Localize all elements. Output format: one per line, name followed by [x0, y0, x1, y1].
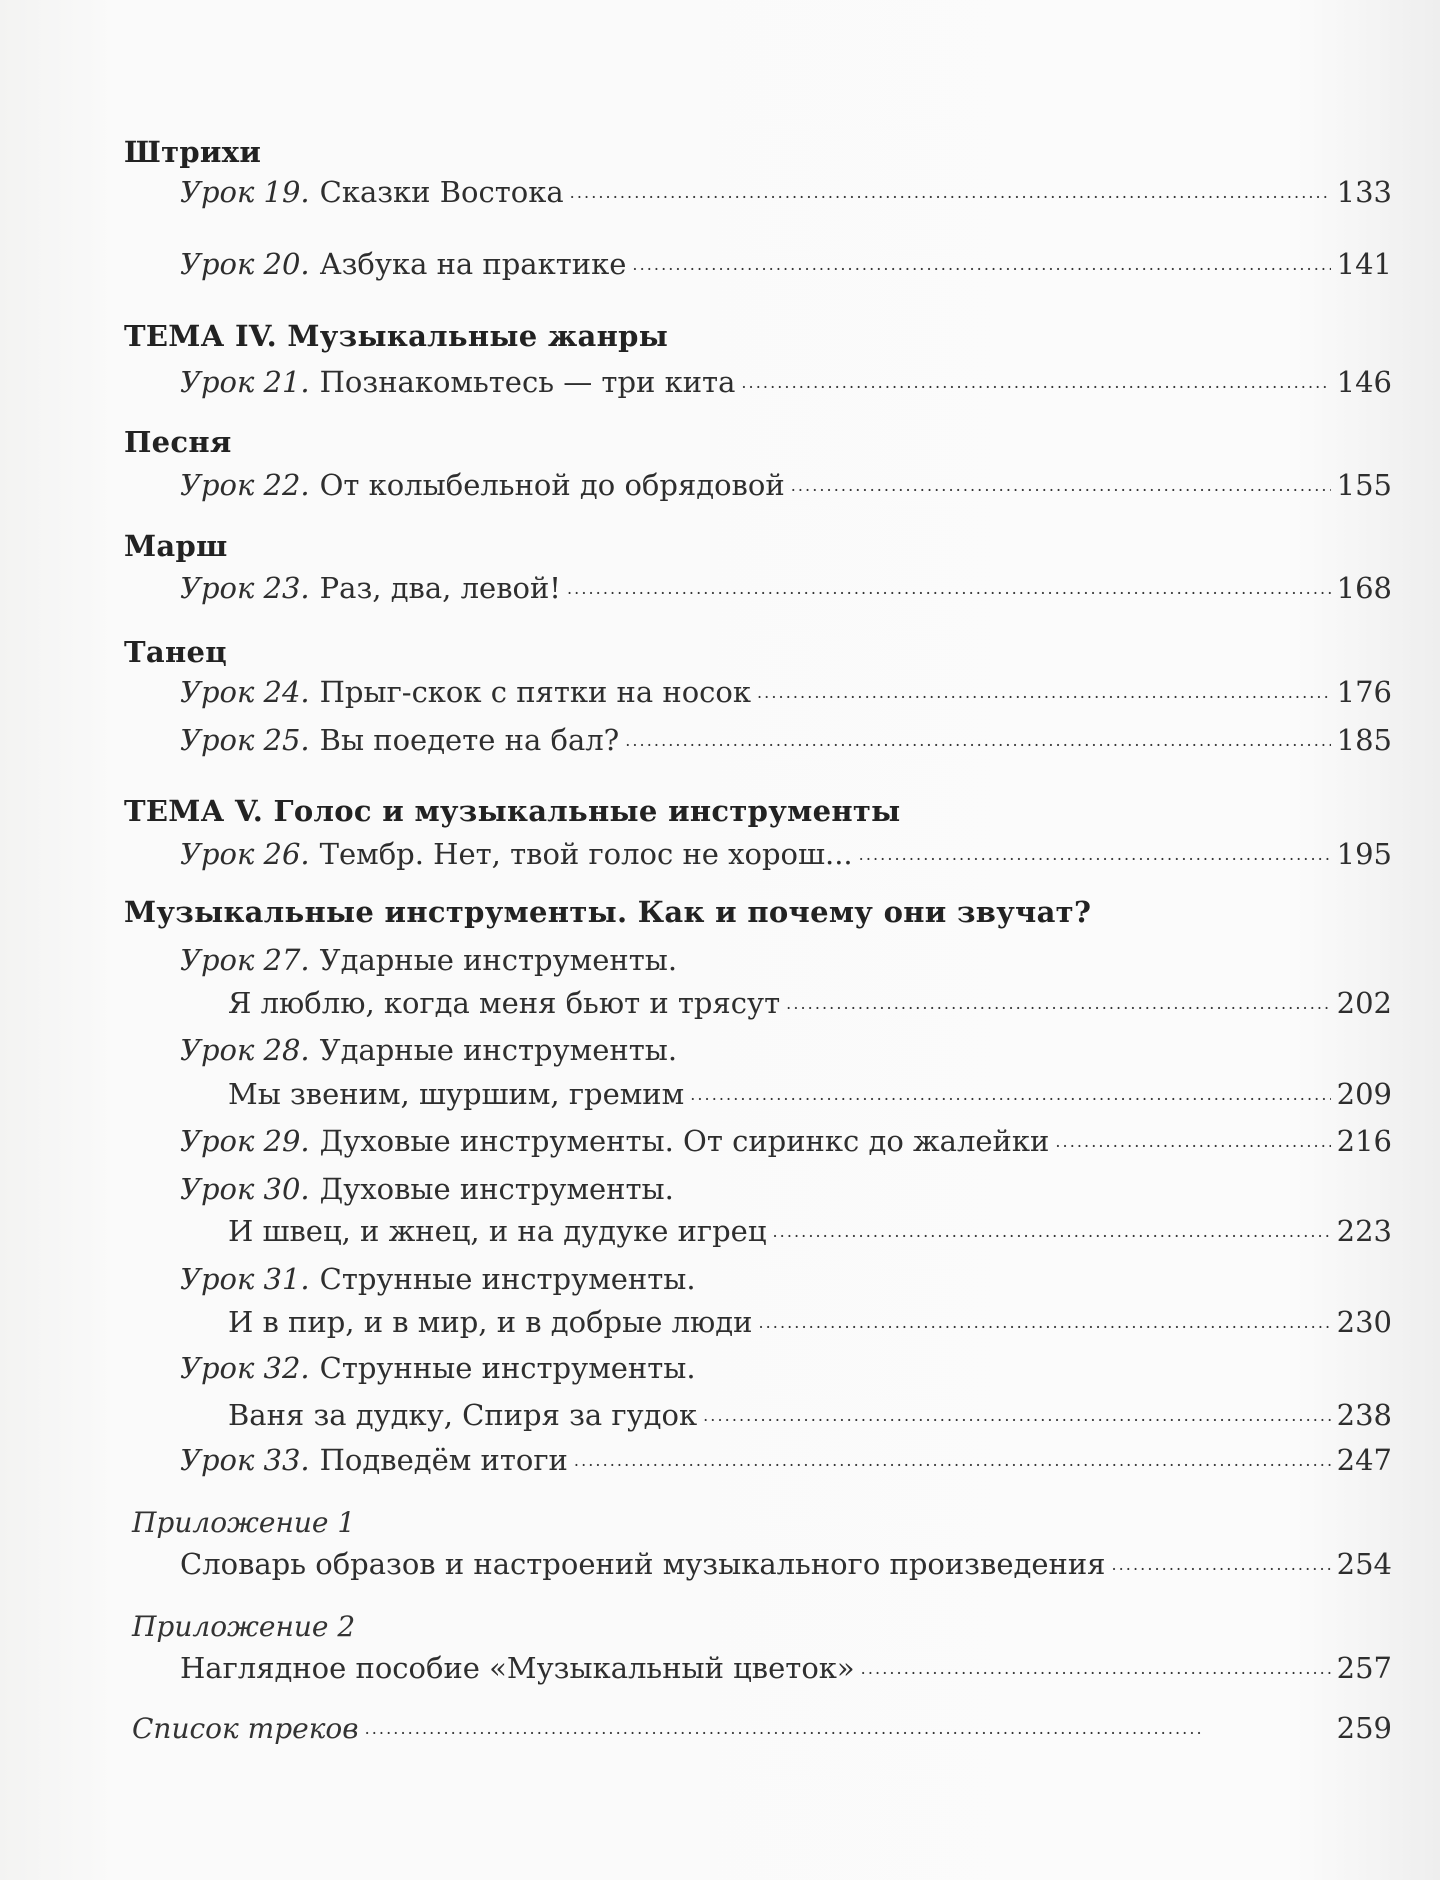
page-number: 195 — [1336, 837, 1392, 871]
dot-leader — [859, 842, 1331, 871]
lesson-title: Ударные инструменты. — [319, 1033, 678, 1067]
lesson-title: Сказки Востока — [319, 175, 564, 209]
page-number: 185 — [1336, 723, 1392, 757]
toc-entry[interactable] — [180, 832, 1392, 876]
page-number: 247 — [1336, 1443, 1392, 1477]
lesson-title: Струнные инструменты. — [319, 1262, 696, 1296]
toc-entry[interactable] — [180, 670, 1392, 714]
lesson-subtitle: Я люблю, когда меня бьют и трясут — [228, 986, 781, 1020]
dot-leader — [772, 1219, 1330, 1248]
dot-leader — [574, 1448, 1331, 1477]
section-heading — [124, 890, 1440, 934]
toc-entry[interactable] — [180, 1028, 1392, 1072]
dot-leader — [567, 576, 1331, 605]
toc-entry[interactable] — [180, 1167, 1392, 1211]
lesson-subtitle: Мы звеним, шуршим, гремим — [228, 1077, 685, 1111]
section-heading-text: ТЕМА IV. Музыкальные жанры — [124, 319, 669, 353]
lesson-subtitle: И швец, и жнец, и на дудуке игрец — [228, 1214, 767, 1248]
lesson-number: Урок 32. — [180, 1351, 310, 1385]
lesson-subtitle: И в пир, и в мир, и в добрые люди — [228, 1305, 753, 1339]
toc-entry[interactable] — [180, 360, 1392, 404]
lesson-subtitle: Ваня за дудку, Спиря за гудок — [228, 1398, 698, 1432]
toc-entry[interactable] — [180, 1257, 1392, 1301]
page-number: 146 — [1336, 365, 1392, 399]
lesson-title: Духовые инструменты. — [319, 1172, 674, 1206]
appendix-title: Словарь образов и настроений музыкального произведения — [180, 1547, 1106, 1581]
lesson-title: Вы поедете на бал? — [319, 723, 620, 757]
toc-entry-continuation[interactable] — [228, 1072, 1392, 1116]
dot-leader — [741, 370, 1330, 399]
toc-entry-continuation[interactable] — [228, 1300, 1392, 1344]
section-heading — [124, 314, 1440, 358]
section-heading — [124, 789, 1440, 833]
section-heading-text: Танец — [124, 635, 227, 669]
toc-entry-continuation[interactable] — [228, 1209, 1392, 1253]
lesson-number: Урок 30. — [180, 1172, 310, 1206]
page-number: 254 — [1336, 1547, 1392, 1581]
dot-leader — [625, 728, 1330, 757]
toc-entry[interactable] — [180, 1542, 1392, 1586]
page-number: 259 — [1336, 1711, 1392, 1745]
page-number: 257 — [1336, 1651, 1392, 1685]
lesson-title: Познакомьтесь — три кита — [319, 365, 736, 399]
dot-leader — [757, 680, 1331, 709]
toc-entry-continuation[interactable] — [228, 1393, 1392, 1437]
section-heading — [124, 630, 1440, 674]
page-number: 216 — [1336, 1124, 1392, 1158]
lesson-title: Прыг-скок с пятки на носок — [319, 675, 751, 709]
appendix-label-text: Приложение 2 — [132, 1609, 356, 1643]
toc-entry[interactable] — [180, 1438, 1392, 1482]
toc-entry-tracks[interactable] — [132, 1706, 1392, 1750]
page-number: 223 — [1336, 1214, 1392, 1248]
page-number: 133 — [1336, 175, 1392, 209]
section-heading-text: Штрихи — [124, 135, 262, 169]
lesson-title: Духовые инструменты. От сиринкс до жалейки — [319, 1124, 1050, 1158]
lesson-number: Урок 27. — [180, 943, 310, 977]
section-heading — [124, 420, 1440, 464]
appendix-label-text: Приложение 1 — [132, 1505, 356, 1539]
toc-entry[interactable] — [180, 463, 1392, 507]
lesson-number: Урок 33. — [180, 1443, 310, 1477]
toc-entry[interactable] — [180, 566, 1392, 610]
dot-leader — [1111, 1552, 1330, 1581]
toc-entry[interactable] — [180, 242, 1392, 286]
lesson-title: Азбука на практике — [319, 247, 627, 281]
appendix-label — [132, 1604, 1440, 1648]
dot-leader — [632, 252, 1330, 281]
dot-leader — [758, 1310, 1330, 1339]
dot-leader — [791, 473, 1331, 502]
lesson-title: Подведём итоги — [319, 1443, 568, 1477]
page-number: 230 — [1336, 1305, 1392, 1339]
lesson-number: Урок 19. — [180, 175, 310, 209]
page-number: 238 — [1336, 1398, 1392, 1432]
lesson-number: Урок 26. — [180, 837, 310, 871]
toc-entry[interactable] — [180, 1119, 1392, 1163]
page-number: 168 — [1336, 571, 1392, 605]
toc-entry-continuation[interactable] — [228, 981, 1392, 1025]
lesson-title: Раз, два, левой! — [319, 571, 561, 605]
lesson-number: Урок 28. — [180, 1033, 310, 1067]
lesson-number: Урок 24. — [180, 675, 310, 709]
lesson-title: От колыбельной до обрядовой — [319, 468, 785, 502]
dot-leader — [861, 1656, 1331, 1685]
lesson-title: Тембр. Нет, твой голос не хорош... — [319, 837, 853, 871]
section-heading — [124, 524, 1440, 568]
toc-entry[interactable] — [180, 718, 1392, 762]
dot-leader — [365, 1716, 1331, 1745]
toc-entry[interactable] — [180, 1346, 1392, 1390]
lesson-number: Урок 31. — [180, 1262, 310, 1296]
page-number: 155 — [1336, 468, 1392, 502]
appendix-title: Наглядное пособие «Музыкальный цветок» — [180, 1651, 855, 1685]
lesson-title: Ударные инструменты. — [319, 943, 678, 977]
dot-leader — [786, 991, 1331, 1020]
lesson-number: Урок 23. — [180, 571, 310, 605]
page-number: 141 — [1336, 247, 1392, 281]
section-heading-text: Музыкальные инструменты. Как и почему они звучат? — [124, 895, 1092, 929]
toc-entry[interactable] — [180, 1646, 1392, 1690]
dot-leader — [690, 1082, 1330, 1111]
lesson-number: Урок 22. — [180, 468, 310, 502]
dot-leader — [1055, 1129, 1330, 1158]
lesson-number: Урок 25. — [180, 723, 310, 757]
lesson-number: Урок 29. — [180, 1124, 310, 1158]
section-heading-text: Марш — [124, 529, 228, 563]
section-heading-text: Песня — [124, 425, 232, 459]
lesson-number: Урок 20. — [180, 247, 310, 281]
toc-entry[interactable] — [180, 938, 1392, 982]
lesson-title: Струнные инструменты. — [319, 1351, 696, 1385]
page-number: 202 — [1336, 986, 1392, 1020]
page-number: 209 — [1336, 1077, 1392, 1111]
section-heading-text: ТЕМА V. Голос и музыкальные инструменты — [124, 794, 901, 828]
section-heading — [124, 130, 1440, 174]
lesson-number: Урок 21. — [180, 365, 310, 399]
dot-leader — [703, 1403, 1331, 1432]
toc-entry[interactable] — [180, 170, 1392, 214]
appendix-label — [132, 1500, 1440, 1544]
page-number: 176 — [1336, 675, 1392, 709]
tracks-title: Список треков — [132, 1711, 359, 1745]
dot-leader — [570, 180, 1331, 209]
